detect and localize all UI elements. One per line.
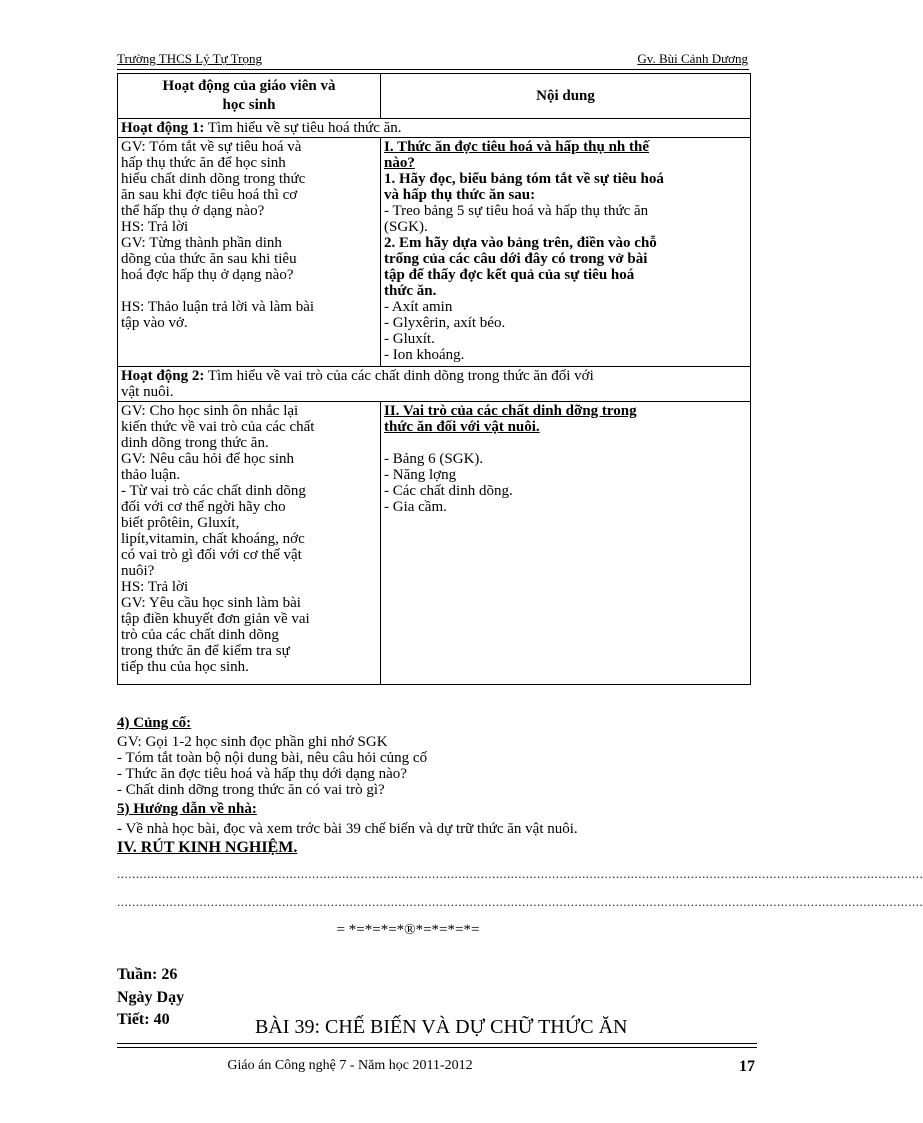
activity-2-content-cell: II. Vai trò của các chất dinh dỡng trong thức ăn đối với vật nuôi. - Bảng 6 (SGK). - Năng lợng - Các chất dinh dõng. - Gia cầm.: [381, 402, 751, 685]
activity-1-teacher-cell: GV: Tóm tắt về sự tiêu hoá và hấp thụ thức ăn để học sinh hiểu chất dinh dõng trong thức ăn sau khi đợc tiêu hoá thì cơ thể hấp thụ ở dạng nào? HS: Trả lời GV: Từng thành phần dinh dõng của thức ăn sau khi tiêu hoá đợc hấp thụ ở dạng nào? HS: Thảo luận trả lời và làm bài tập vào vở.: [118, 138, 381, 367]
activity-1-title: Tìm hiểu về sự tiêu hoá thức ăn.: [207, 120, 402, 136]
activity-2-row: [118, 367, 751, 402]
activity-2-body: [118, 402, 751, 685]
teach-date-label: Ngày Dạy: [117, 989, 185, 1006]
col-content-header: Nội dung: [381, 74, 751, 119]
footer-rule: [117, 1047, 757, 1048]
week-label: Tuần: 26: [117, 966, 178, 983]
lesson-table: [117, 73, 751, 685]
homework-line: - Về nhà học bài, đọc và xem trớc bài 39 chế biến và dự trữ thức ăn vật nuôi.: [117, 821, 578, 837]
consolidation-line: - Thức ăn đợc tiêu hoá và hấp thụ dới dạng nào?: [117, 766, 407, 782]
activity-2-teacher-cell: GV: Cho học sinh ôn nhắc lại kiến thức về vai trò của các chất dinh dõng trong thức ăn. GV: Nêu câu hỏi để học sinh thảo luận. - Từ vai trò các chất dinh dõng đối với cơ thể ngời hãy cho biết prôtêin, Gluxít, lipít,vitamin, chất khoáng, nớc có vai trò gì đối với cơ thể vật nuôi? HS: Trả lời GV: Yêu cầu học sinh làm bài tập điền khuyết đơn giản về vai trò của các chất dinh dõng trong thức ăn để kiểm tra sự tiếp thu của học sinh.: [118, 402, 381, 685]
header-school: Trường THCS Lý Tự Trọng: [117, 51, 262, 66]
activity-1-label: Hoạt động 1:: [121, 120, 205, 136]
consolidation-line: - Tóm tắt toàn bộ nội dung bài, nêu câu hỏi củng cố: [117, 750, 428, 766]
activity-1-body: [118, 138, 751, 367]
dotted-line: .......................................................................................................................................................................................................................: [117, 894, 923, 909]
col-teacher-student-header: Hoạt động của giáo viên và học sinh: [118, 74, 381, 119]
period-label: Tiết: 40: [117, 1011, 170, 1028]
activity-1-row: [118, 119, 751, 138]
activity-2-title: Tìm hiểu về vai trò của các chất dinh dõng trong thức ăn đối với: [207, 368, 594, 384]
header-teacher: Gv. Bùi Cảnh Dương: [637, 51, 748, 66]
consolidation-heading: 4) Củng cố:: [117, 715, 192, 731]
footer-rule: [117, 1043, 757, 1044]
page-number: 17: [739, 1058, 755, 1075]
dotted-line: .......................................................................................................................................................................................................................: [117, 866, 923, 881]
lesson-title: BÀI 39: CHẾ BIẾN VÀ DỰ CHỮ THỨC ĂN: [255, 1016, 628, 1038]
consolidation-line: - Chất dinh dỡng trong thức ăn có vai trò gì?: [117, 782, 385, 798]
table-header-row: [118, 74, 751, 119]
header-rule: [117, 69, 749, 70]
activity-2-label: Hoạt động 2:: [121, 368, 205, 384]
footer-text: Giáo án Công nghệ 7 - Năm học 2011-2012: [227, 1058, 473, 1073]
experience-heading: IV. RÚT KINH NGHIỆM.: [117, 839, 298, 856]
activity-2-title-cont: vật nuôi.: [121, 384, 174, 400]
consolidation-line: GV: Gọi 1-2 học sinh đọc phần ghi nhớ SGK: [117, 734, 388, 750]
homework-heading: 5) Hướng dẫn về nhà:: [117, 801, 257, 817]
activity-1-content-cell: I. Thức ăn đợc tiêu hoá và hấp thụ nh thế nào? 1. Hãy đọc, biểu bảng tóm tắt về sự tiêu hoá và hấp thụ thức ăn sau: - Treo bảng 5 sự tiêu hoá và hấp thụ thức ăn (SGK). 2. Em hãy dựa vào bảng trên, điền vào chỗ trống của các câu dới đây có trong vở bài tập để thấy đợc kết quả của sự tiêu hoá thức ăn. - Axít amin - Glyxêrin, axít béo. - Gluxít. - Ion khoáng.: [381, 138, 751, 367]
section-separator: = *=*=*=*®*=*=*=*=: [336, 922, 480, 938]
